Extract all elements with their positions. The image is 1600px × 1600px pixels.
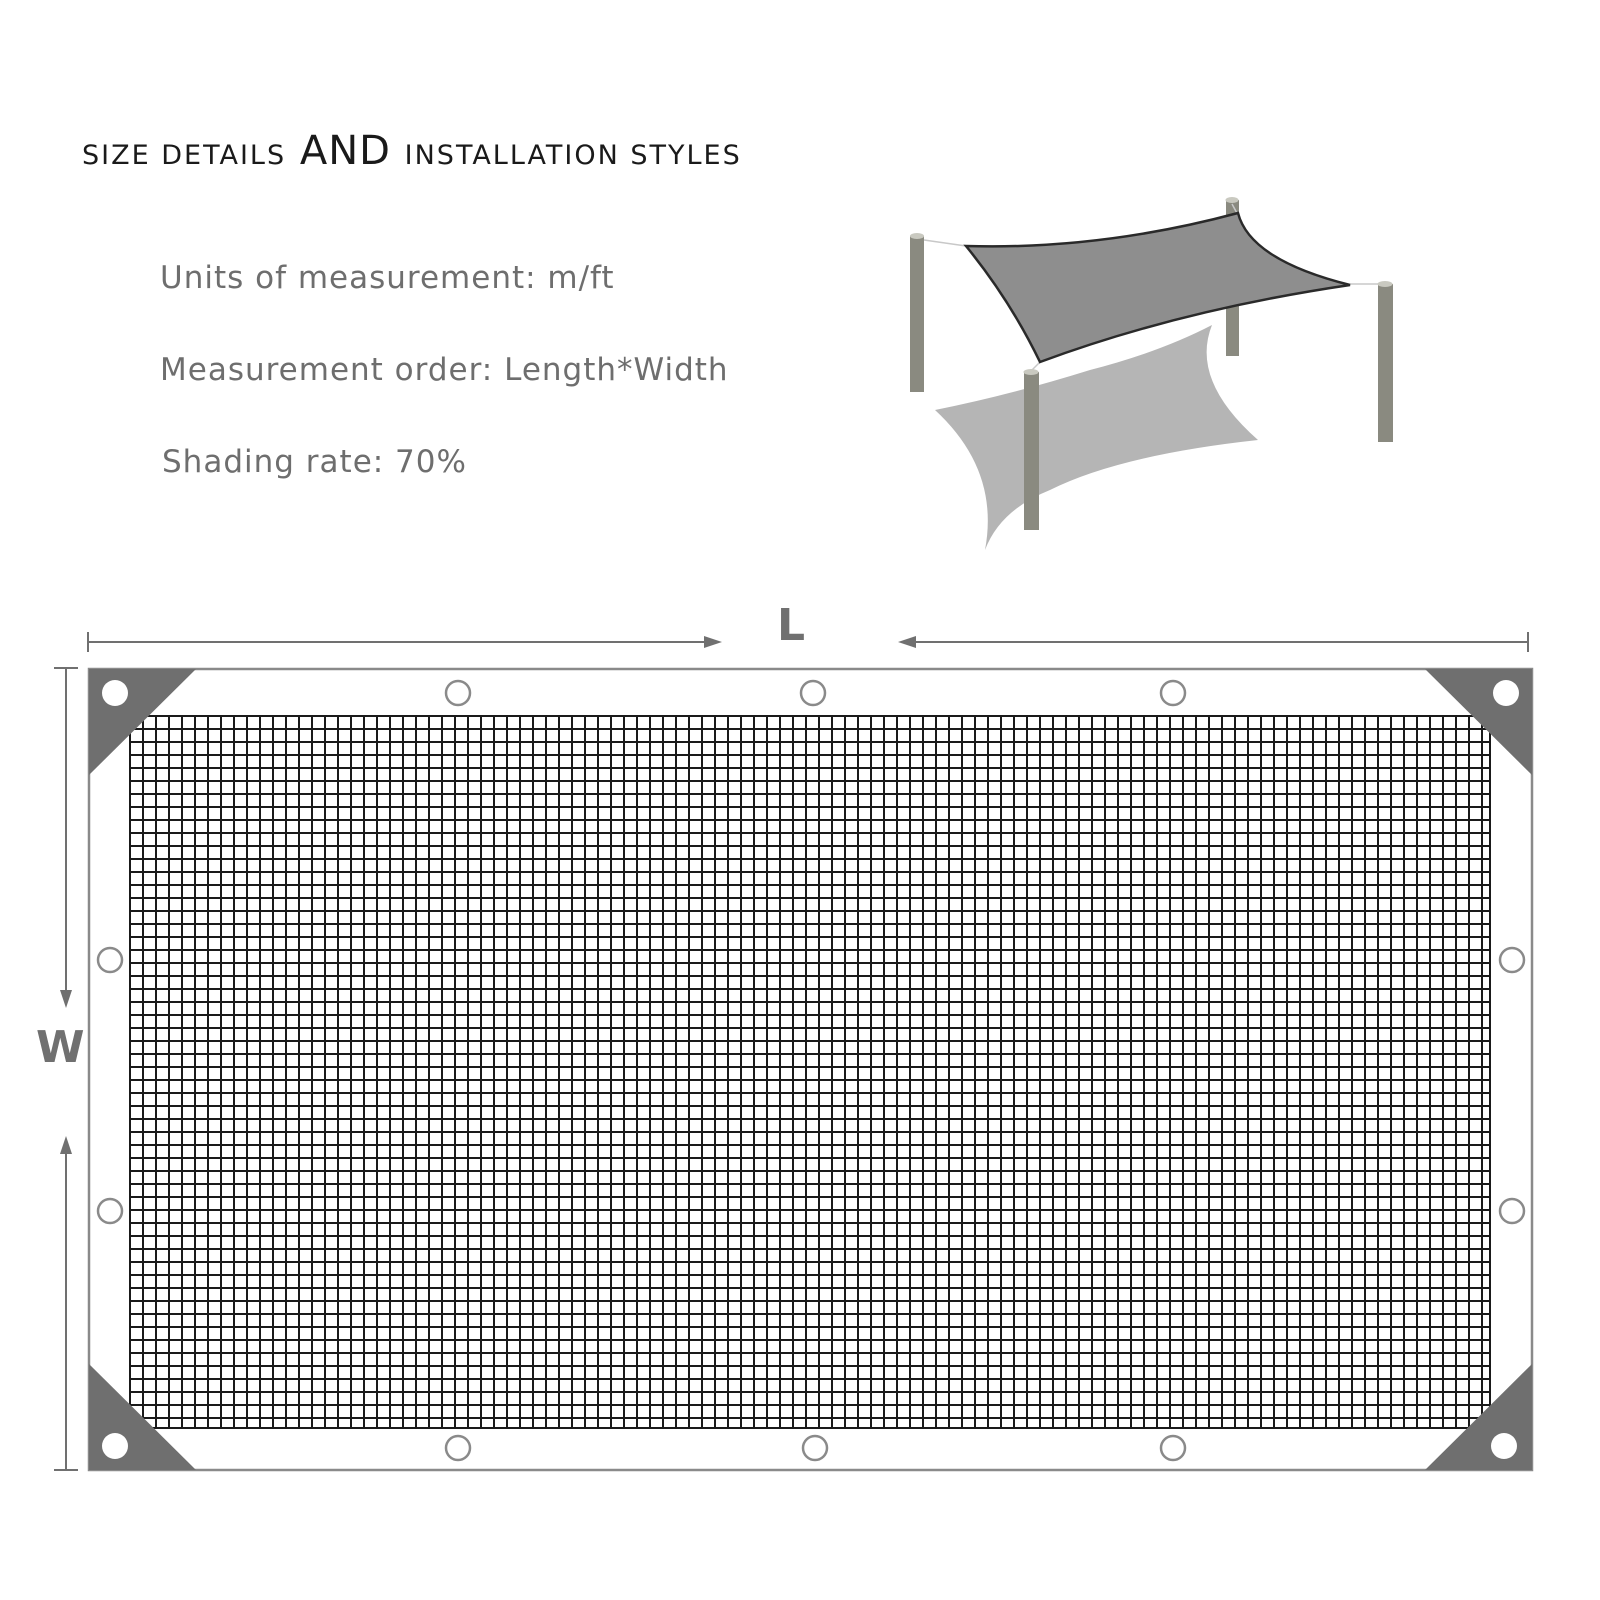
grommet-bottom-3 <box>1161 1436 1185 1460</box>
grommet-bottom-2 <box>803 1436 827 1460</box>
shading-rate-spec: Shading rate: 70% <box>162 444 467 480</box>
grommet-top-1 <box>446 681 470 705</box>
grommet-top-2 <box>801 681 825 705</box>
title-size-details: SIZE DETAILS <box>82 140 287 171</box>
units-spec: Units of measurement: m/ft <box>160 260 615 296</box>
grommet-bottom-1 <box>446 1436 470 1460</box>
title-and: AND <box>299 128 391 174</box>
corner-grommet-top-left <box>102 680 128 706</box>
title-installation-styles: INSTALLATION STYLES <box>404 140 742 171</box>
corner-grommet-bottom-right <box>1491 1433 1517 1459</box>
grommet-left-2 <box>98 1199 122 1223</box>
grommet-right-2 <box>1500 1199 1524 1223</box>
length-label: L <box>777 600 806 651</box>
length-dimension <box>88 632 1528 652</box>
measurement-order-spec: Measurement order: Length*Width <box>160 352 729 388</box>
width-label: W <box>36 1022 85 1073</box>
corner-grommet-bottom-left <box>102 1433 128 1459</box>
grommet-right-1 <box>1500 948 1524 972</box>
grommet-top-3 <box>1161 681 1185 705</box>
corner-grommet-top-right <box>1493 680 1519 706</box>
grommet-left-1 <box>98 948 122 972</box>
